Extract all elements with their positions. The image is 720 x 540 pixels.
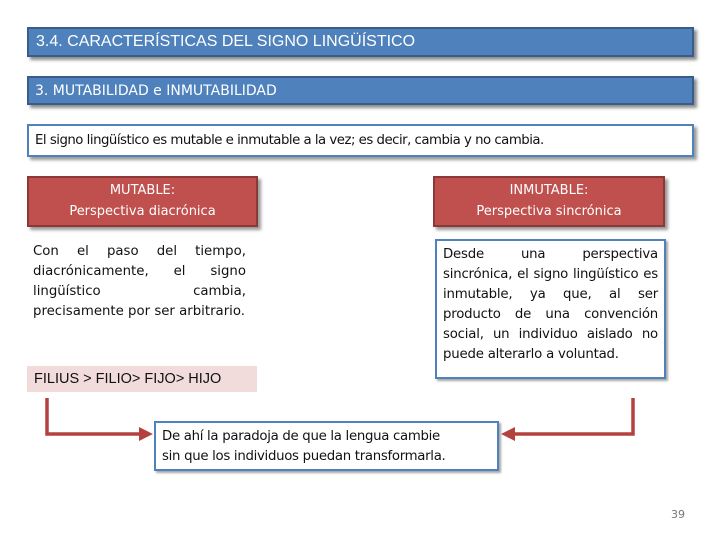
intro-box — [27, 124, 694, 157]
left-connector-arrow — [47, 398, 148, 434]
mutable-heading-box — [27, 176, 258, 227]
mutable-perspective: Perspectiva diacrónica — [69, 204, 216, 219]
conclusion-line-1: De ahí la paradoja de que la lengua cambie — [162, 429, 440, 444]
mutable-heading: MUTABLE: — [109, 183, 176, 198]
slide-title-bar — [27, 27, 694, 57]
intro-text: El signo lingüístico es mutable e inmutable a la vez; es decir, cambia y no cambia. — [35, 133, 544, 148]
section-subtitle-bar — [27, 76, 694, 105]
slide-title: 3.4. CARACTERÍSTICAS DEL SIGNO LINGÜÍSTICO — [36, 33, 416, 50]
mutable-description: Con el paso del tiempo, diacrónicamente, el signo lingüístico cambia, precisamente por ser arbitrario. — [27, 238, 252, 356]
conclusion-line-2: sin que los individuos puedan transformarla. — [162, 449, 446, 464]
page-number: 39 — [671, 508, 685, 521]
inmutable-perspective: Perspectiva sincrónica — [476, 204, 622, 219]
inmutable-heading: INMUTABLE: — [509, 183, 589, 198]
conclusion-box — [154, 421, 499, 471]
etymology-example: FILIUS > FILIO> FIJO> HIJO — [27, 366, 257, 392]
right-connector-arrow — [506, 398, 633, 434]
inmutable-description: Desde una perspectiva sincrónica, el signo lingüístico es inmutable, ya que, al ser producto de una convención social, un individuo aislado no puede alterarlo a voluntad. — [435, 239, 666, 379]
inmutable-heading-box — [433, 176, 665, 227]
section-subtitle: 3. MUTABILIDAD e INMUTABILIDAD — [35, 82, 277, 99]
